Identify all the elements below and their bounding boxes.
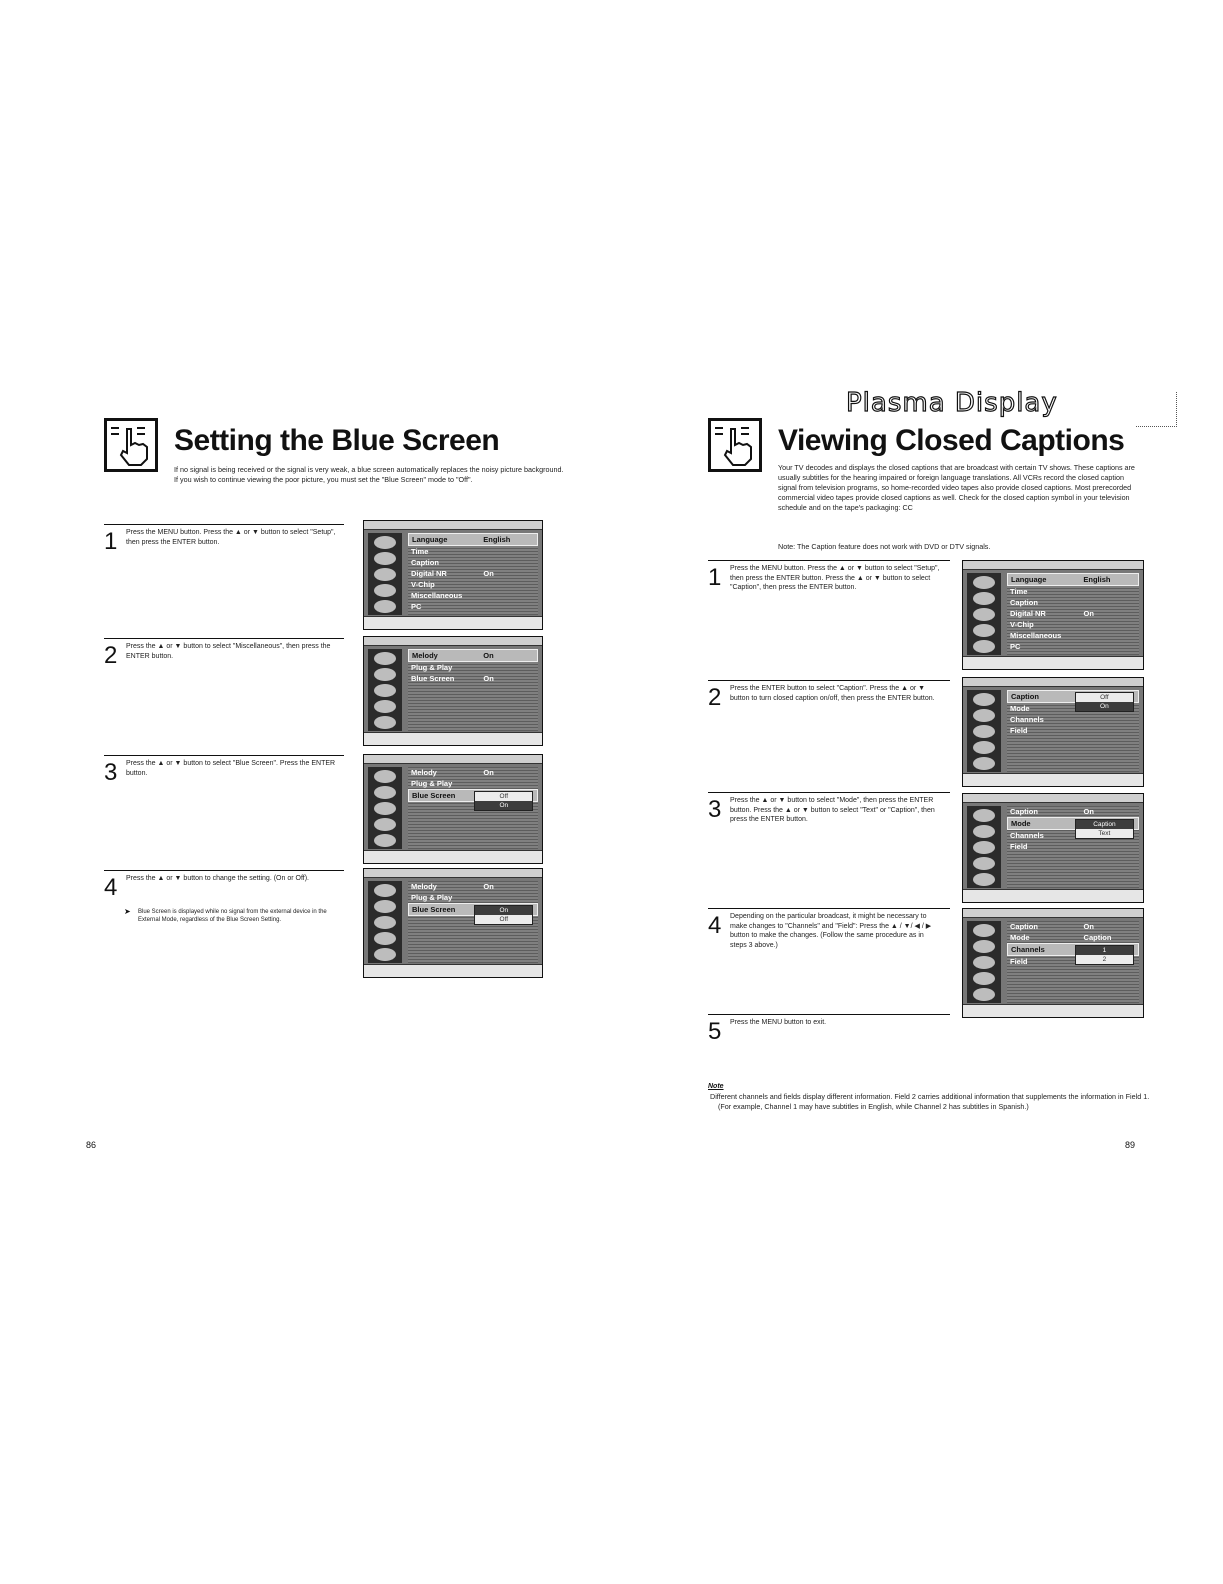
step-number: 3: [708, 796, 722, 823]
osd-menu-item-value: On: [483, 569, 494, 578]
osd-option-popup[interactable]: [474, 905, 533, 925]
osd-menu-item-label: Channels: [1010, 715, 1044, 724]
osd-menu-item[interactable]: [1007, 573, 1139, 586]
osd-menu-item-label: V-Chip: [1010, 620, 1034, 629]
osd-title-bar: [963, 561, 1143, 570]
osd-menu-item-value: On: [483, 674, 494, 683]
osd-footer: [364, 616, 542, 629]
osd-title-bar: [364, 869, 542, 878]
step-divider: [708, 1014, 950, 1015]
osd-menu-item[interactable]: [1007, 806, 1139, 817]
osd-option[interactable]: On: [475, 906, 532, 915]
step-text: Press the MENU button. Press the ▲ or ▼ button to select "Setup", then press the ENTER button.: [126, 529, 336, 546]
page-number: 89: [1125, 1140, 1136, 1150]
osd-menu-item-label: Field: [1010, 842, 1028, 851]
step-divider: [104, 870, 344, 871]
osd-title-bar: [364, 521, 542, 530]
step-number: 5: [708, 1018, 722, 1045]
intro-text: Your TV decodes and displays the closed captions that are broadcast with certain TV shows. These captions are usually subtitles for the hearing impaired or foreign language translations. All VCRs record the closed caption signal from television programs, so home-recorded video tapes also provide closed captions. Most prerecorded commercial video tapes provide closed captions as well. Check for the closed caption symbol in your television schedule and on the tape's packaging: CC: [778, 463, 1135, 512]
osd-icon-column: [368, 649, 402, 731]
step-divider: [708, 680, 950, 681]
osd-title-bar: [364, 755, 542, 764]
step-number: 3: [104, 759, 118, 786]
osd-menu-screen: [962, 793, 1144, 903]
intro-text: If no signal is being received or the signal is very weak, a blue screen automatically replaces the noisy picture background. If you wish to continue viewing the poor picture, you must set the "Blue Screen" mode to "Off".: [174, 465, 564, 484]
osd-menu-item-label: Miscellaneous: [411, 591, 463, 600]
osd-menu-item-label: Blue Screen: [411, 674, 455, 683]
osd-menu-item[interactable]: [408, 649, 538, 662]
osd-menu-item-label: Field: [1010, 957, 1028, 966]
osd-menu-item-value: Caption: [1083, 933, 1112, 942]
osd-menu-item-label: Caption: [1011, 692, 1039, 701]
osd-menu-item-value: On: [483, 768, 494, 777]
osd-menu-item[interactable]: [408, 557, 538, 568]
osd-icon-column: [368, 881, 402, 963]
page-title: Setting the Blue Screen: [174, 424, 500, 457]
osd-menu-screen: [363, 636, 543, 746]
osd-icon-column: [368, 767, 402, 849]
step-divider: [708, 792, 950, 793]
osd-menu-item-label: Mode: [1010, 704, 1030, 713]
page-number: 86: [86, 1140, 97, 1150]
osd-menu-item-label: Channels: [1011, 945, 1045, 954]
step-number: 4: [104, 874, 118, 901]
osd-menu-item-label: Blue Screen: [412, 791, 456, 800]
osd-footer: [364, 850, 542, 863]
osd-menu-item-label: Caption: [1010, 922, 1038, 931]
osd-menu-item-label: Channels: [1010, 831, 1044, 840]
osd-menu-item-label: Language: [1011, 575, 1047, 584]
osd-option[interactable]: Off: [499, 793, 509, 800]
osd-menu-list: [1007, 573, 1139, 655]
osd-option-popup[interactable]: [1075, 692, 1135, 712]
osd-footer: [963, 773, 1143, 786]
osd-menu-item[interactable]: [408, 590, 538, 601]
corner-mark: [1136, 392, 1177, 427]
osd-footer: [963, 656, 1143, 669]
note-label: Note: [708, 1083, 724, 1090]
step-divider: [104, 638, 344, 639]
osd-menu-item-label: Time: [1010, 587, 1028, 596]
step-number: 2: [104, 642, 118, 669]
osd-menu-item-value: English: [1083, 575, 1111, 584]
step-note: Blue Screen is displayed while no signal from the external device in the External Mode, regardless of the Blue Screen Setting.: [138, 909, 327, 923]
osd-option[interactable]: 1: [1076, 946, 1134, 955]
osd-menu-item-label: Caption: [1010, 598, 1038, 607]
brand-header: Plasma Display: [846, 388, 1058, 418]
osd-menu-item-label: Melody: [411, 882, 437, 891]
step-number: 1: [104, 528, 118, 555]
osd-menu-item-label: Field: [1010, 726, 1028, 735]
osd-menu-item[interactable]: [408, 673, 538, 684]
osd-footer: [364, 964, 542, 977]
osd-menu-item-label: Melody: [411, 768, 437, 777]
step-text: Press the ▲ or ▼ button to select "Blue Screen". Press the ENTER button.: [126, 760, 336, 777]
osd-footer: [963, 889, 1143, 902]
step-text: Press the ▲ or ▼ button to change the setting. (On or Off).: [126, 875, 309, 882]
osd-menu-item-value: English: [483, 535, 511, 544]
arrow-bullet-icon: ➤: [124, 907, 131, 916]
osd-menu-screen: [363, 868, 543, 978]
step-text: Depending on the particular broadcast, it might be necessary to make changes to "Channels" and "Field": Press the ▲ / ▼/ ◀ / ▶ button to make the changes. (Follow the same procedure as in steps 3 above.): [730, 913, 932, 949]
hand-pointer-icon: [104, 418, 158, 472]
osd-option[interactable]: Text: [1098, 830, 1111, 837]
osd-icon-column: [967, 921, 1001, 1003]
osd-menu-item[interactable]: [408, 568, 538, 579]
osd-footer: [364, 732, 542, 745]
step-divider: [104, 524, 344, 525]
step-text: Press the MENU button. Press the ▲ or ▼ button to select "Setup", then press the ENTER button. Press the ▲ or ▼ button to select "Caption", then press the ENTER button.: [730, 565, 940, 591]
osd-menu-item-label: Melody: [412, 651, 438, 660]
osd-menu-item[interactable]: [408, 662, 538, 673]
osd-menu-item-label: Mode: [1011, 819, 1031, 828]
osd-menu-item-value: On: [483, 882, 494, 891]
osd-menu-item-value: On: [1083, 807, 1094, 816]
osd-menu-item-label: Digital NR: [1010, 609, 1046, 618]
osd-menu-item[interactable]: [1007, 619, 1139, 630]
osd-option-popup[interactable]: [1075, 945, 1135, 965]
osd-menu-item-label: Language: [412, 535, 448, 544]
osd-option[interactable]: On: [475, 801, 532, 810]
osd-menu-item[interactable]: [408, 892, 538, 903]
osd-menu-item[interactable]: [408, 601, 538, 612]
osd-menu-screen: [363, 754, 543, 864]
hand-pointer-icon: [708, 418, 762, 472]
osd-menu-item[interactable]: [1007, 608, 1139, 619]
osd-option[interactable]: Off: [499, 916, 509, 923]
step-number: 2: [708, 684, 722, 711]
step-number: 1: [708, 564, 722, 591]
osd-menu-screen: [363, 520, 543, 630]
osd-menu-screen: [962, 677, 1144, 787]
osd-menu-item-label: Caption: [411, 558, 439, 567]
osd-menu-item[interactable]: [1007, 932, 1139, 943]
step-divider: [708, 560, 950, 561]
osd-menu-item-label: Mode: [1010, 933, 1030, 942]
osd-menu-item[interactable]: [408, 767, 538, 778]
osd-menu-item-label: Caption: [1010, 807, 1038, 816]
osd-menu-item-label: Plug & Play: [411, 893, 453, 902]
osd-menu-list: [408, 649, 538, 731]
osd-footer: [963, 1004, 1143, 1017]
osd-menu-item-label: Plug & Play: [411, 663, 453, 672]
note-text: Different channels and fields display different information. Field 2 carries additional information that supplements the information in Field 1. (For example, Channel 1 may have subtitles in English, while Channel 2 has subtitles in Spanish.): [710, 1092, 1150, 1111]
osd-menu-item[interactable]: [1007, 725, 1139, 736]
osd-menu-item-value: On: [483, 651, 494, 660]
osd-option[interactable]: Caption: [1076, 820, 1134, 829]
step-divider: [104, 755, 344, 756]
osd-menu-item[interactable]: [408, 533, 538, 546]
osd-menu-item[interactable]: [408, 546, 538, 557]
osd-icon-column: [967, 573, 1001, 655]
step-text: Press the ENTER button to select "Caption". Press the ▲ or ▼ button to turn closed caption on/off, then press the ENTER button.: [730, 685, 935, 702]
osd-menu-item[interactable]: [408, 778, 538, 789]
step-text: Press the ▲ or ▼ button to select "Miscellaneous", then press the ENTER button.: [126, 643, 331, 660]
step-text: Press the MENU button to exit.: [730, 1019, 827, 1026]
page-title: Viewing Closed Captions: [778, 424, 1125, 457]
osd-title-bar: [963, 909, 1143, 918]
osd-menu-item-label: PC: [1010, 642, 1021, 651]
osd-icon-column: [967, 806, 1001, 888]
osd-menu-item-label: V-Chip: [411, 580, 435, 589]
osd-menu-item[interactable]: [1007, 841, 1139, 852]
osd-menu-item-label: Time: [411, 547, 429, 556]
osd-menu-item-label: Digital NR: [411, 569, 447, 578]
osd-menu-item[interactable]: [1007, 921, 1139, 932]
osd-title-bar: [963, 678, 1143, 687]
osd-option-popup[interactable]: [474, 791, 533, 811]
osd-menu-screen: [962, 560, 1144, 670]
osd-menu-item[interactable]: [1007, 586, 1139, 597]
intro-note: Note: The Caption feature does not work with DVD or DTV signals.: [778, 542, 991, 551]
osd-icon-column: [368, 533, 402, 615]
osd-menu-item[interactable]: [408, 579, 538, 590]
osd-menu-item[interactable]: [408, 881, 538, 892]
step-text: Press the ▲ or ▼ button to select "Mode", then press the ENTER button. Press the ▲ or ▼ button to select "Text" or "Caption", then press the ENTER button.: [730, 797, 935, 823]
osd-option-popup[interactable]: [1075, 819, 1135, 839]
osd-menu-list: [408, 533, 538, 615]
osd-menu-item-value: On: [1083, 922, 1094, 931]
osd-menu-item-value: On: [1083, 609, 1094, 618]
osd-option[interactable]: Off: [1100, 694, 1109, 701]
osd-option[interactable]: On: [1076, 702, 1134, 711]
osd-menu-item[interactable]: [1007, 597, 1139, 608]
osd-title-bar: [364, 637, 542, 646]
osd-menu-screen: [962, 908, 1144, 1018]
osd-menu-item[interactable]: [1007, 630, 1139, 641]
osd-menu-item-label: PC: [411, 602, 422, 611]
osd-menu-item-label: Blue Screen: [412, 905, 456, 914]
osd-option[interactable]: 2: [1102, 956, 1107, 963]
osd-menu-item-label: Plug & Play: [411, 779, 453, 788]
osd-menu-item-label: Miscellaneous: [1010, 631, 1062, 640]
osd-menu-item[interactable]: [1007, 714, 1139, 725]
osd-icon-column: [967, 690, 1001, 772]
step-number: 4: [708, 912, 722, 939]
step-divider: [708, 908, 950, 909]
osd-title-bar: [963, 794, 1143, 803]
osd-menu-item[interactable]: [1007, 641, 1139, 652]
